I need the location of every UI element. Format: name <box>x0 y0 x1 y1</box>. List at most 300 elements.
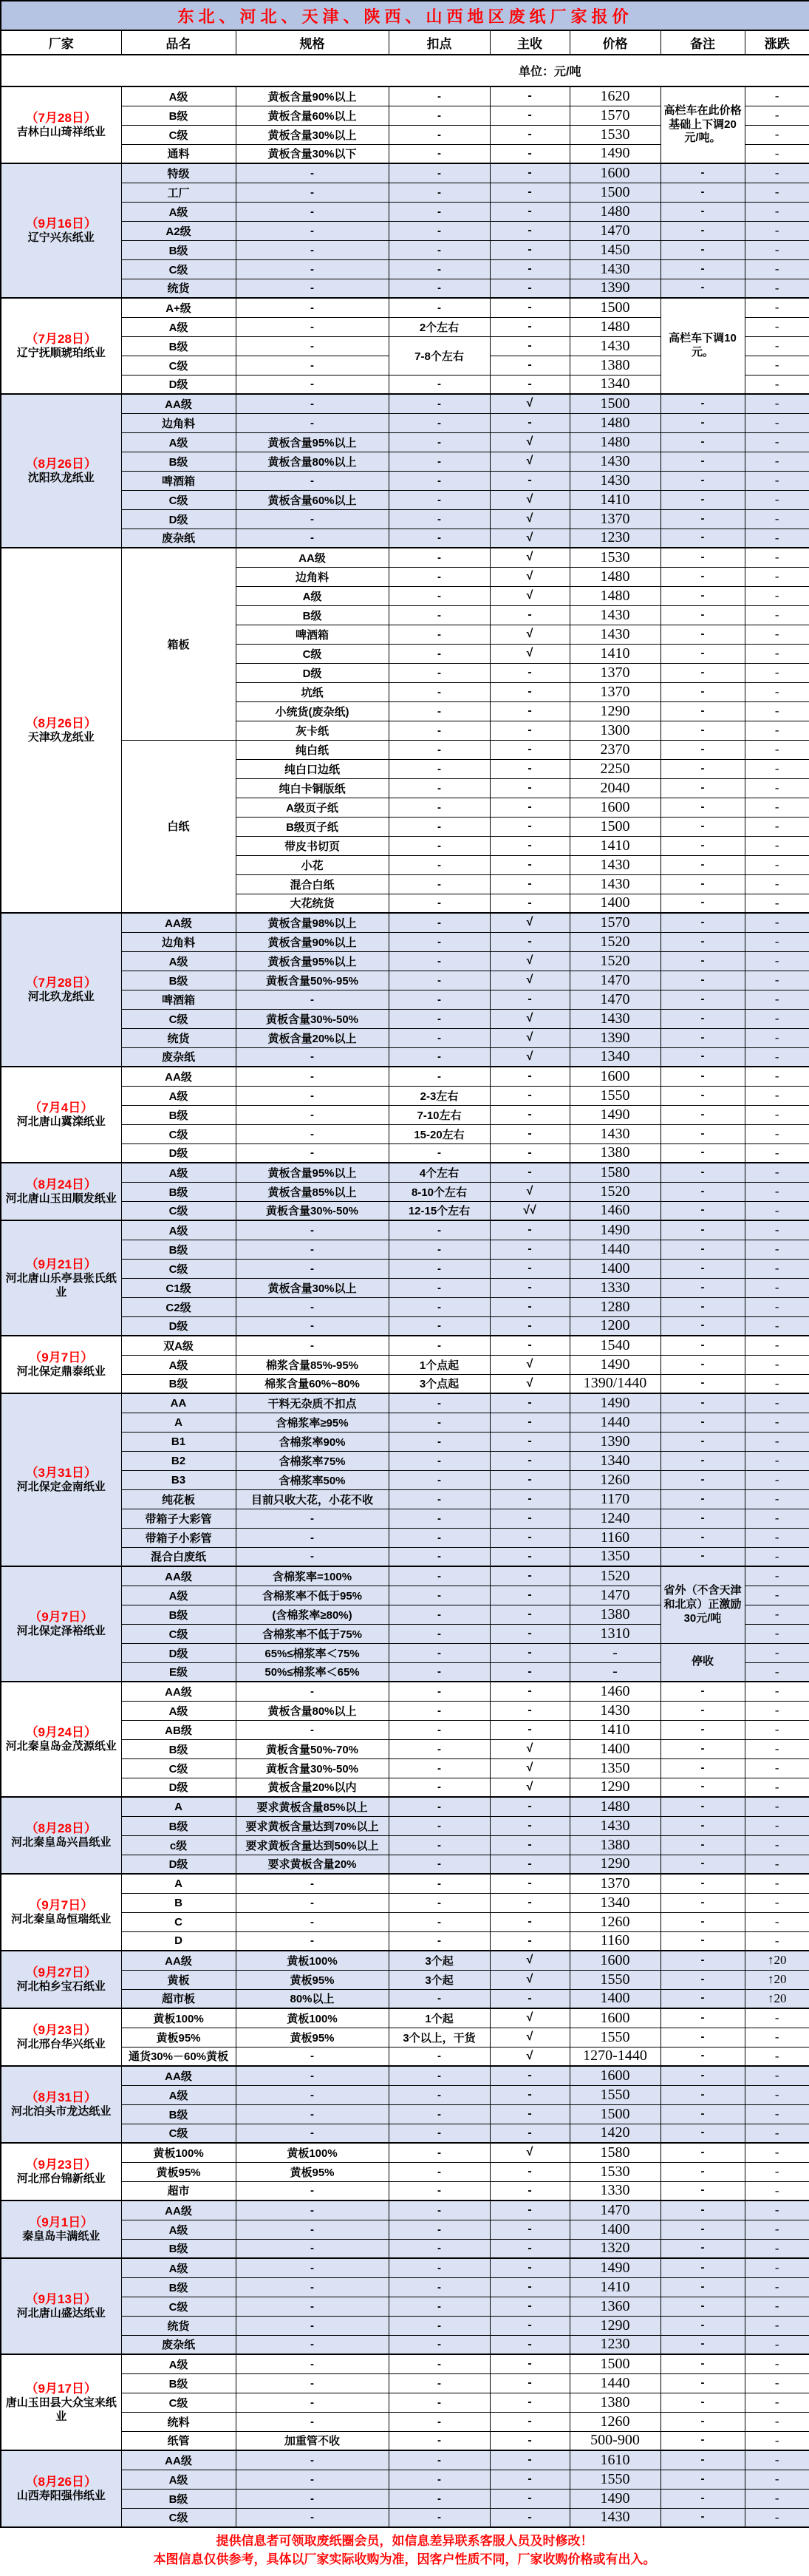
price-cell: 1550 <box>570 1086 660 1105</box>
change-cell: - <box>745 1797 809 1816</box>
deduction-cell: - <box>389 509 490 529</box>
price-cell: 1230 <box>570 529 660 548</box>
grade-cell: 黄板95% <box>121 2162 236 2181</box>
price-cell: 1330 <box>570 2181 660 2201</box>
spec-cell: 黄板含量50%-70% <box>236 1739 389 1758</box>
price-cell: 1500 <box>570 394 660 413</box>
main-collect-cell: - <box>490 836 570 855</box>
price-cell: 1460 <box>570 1201 660 1220</box>
deduction-cell: - <box>389 279 490 298</box>
note-cell: - <box>660 1067 745 1086</box>
change-cell: - <box>745 1413 809 1432</box>
grade-cell: B级 <box>121 2277 236 2297</box>
main-collect-cell: - <box>490 2373 570 2393</box>
deduction-cell: - <box>389 2143 490 2162</box>
spec-cell: 纯白卡铜版纸 <box>236 778 389 798</box>
grade-cell: A级 <box>121 86 236 106</box>
change-cell: - <box>745 1624 809 1643</box>
spec-cell: - <box>236 1316 389 1336</box>
price-cell: 1400 <box>570 894 660 913</box>
main-collect-cell: - <box>490 1874 570 1893</box>
spec-cell: 黄板含量50%-95% <box>236 971 389 990</box>
spec-cell: - <box>236 2316 389 2335</box>
change-cell: - <box>745 1816 809 1835</box>
main-collect-cell: - <box>490 1855 570 1874</box>
deduction-cell: 3个起 <box>389 1970 490 1989</box>
spec-cell: - <box>236 2181 389 2201</box>
price-cell: 1500 <box>570 817 660 836</box>
grade-cell: D <box>121 1931 236 1951</box>
grade-cell: AA级 <box>121 1682 236 1701</box>
spec-cell: 含棉浆率不低于75% <box>236 1624 389 1643</box>
main-collect-cell: - <box>490 1912 570 1931</box>
table-row <box>1 2508 809 2527</box>
note-cell: - <box>660 1297 745 1316</box>
spec-cell: - <box>236 183 389 202</box>
price-cell: 1570 <box>570 913 660 932</box>
factory-date: （9月1日） <box>29 2215 94 2229</box>
change-cell: - <box>745 1605 809 1624</box>
main-collect-cell: √ <box>490 971 570 990</box>
deduction-cell: - <box>389 682 490 701</box>
table-row <box>1 2162 809 2181</box>
grade-cell: c级 <box>121 1835 236 1855</box>
deduction-cell: - <box>389 202 490 221</box>
spec-cell: - <box>236 1682 389 1701</box>
spec-cell: - <box>236 2373 389 2393</box>
table-row <box>1 932 809 951</box>
price-cell: - <box>570 1643 660 1662</box>
price-cell: 1290 <box>570 701 660 721</box>
price-cell: 1600 <box>570 163 660 183</box>
price-cell: 1400 <box>570 1989 660 2008</box>
deduction-cell: - <box>389 1586 490 1605</box>
table-row <box>1 2489 809 2508</box>
grade-cell: A级 <box>121 951 236 971</box>
price-cell: 1500 <box>570 183 660 202</box>
change-cell: - <box>745 2066 809 2085</box>
main-collect-cell: √ <box>490 1355 570 1374</box>
table-row <box>1 2277 809 2297</box>
change-cell: - <box>745 2297 809 2316</box>
main-collect-cell: - <box>490 413 570 432</box>
spec-cell: - <box>236 1297 389 1316</box>
spec-cell: - <box>236 2335 389 2354</box>
table-row <box>1 2373 809 2393</box>
price-cell: 1480 <box>570 567 660 586</box>
main-collect-cell: - <box>490 1259 570 1278</box>
change-cell: - <box>745 2450 809 2470</box>
deduction-cell: - <box>389 1278 490 1297</box>
deduction-cell: - <box>389 2047 490 2066</box>
grade-cell: D级 <box>121 1143 236 1163</box>
main-collect-cell: √ <box>490 1047 570 1067</box>
deduction-cell: - <box>389 759 490 778</box>
factory-cell <box>1 2258 121 2354</box>
note-cell: - <box>660 2124 745 2143</box>
change-cell: - <box>745 798 809 817</box>
change-cell: - <box>745 1931 809 1951</box>
factory-cell <box>1 298 121 394</box>
spec-cell: B级页子纸 <box>236 817 389 836</box>
note-cell: - <box>660 2489 745 2508</box>
deduction-cell: - <box>389 1835 490 1855</box>
spec-cell: 黄板含量95%以上 <box>236 432 389 452</box>
deduction-cell: - <box>389 1528 490 1547</box>
factory-date: （8月24日） <box>25 1177 97 1192</box>
main-collect-cell: - <box>490 1662 570 1682</box>
grade-cell: 黄板95% <box>121 2028 236 2047</box>
note-cell: - <box>660 874 745 894</box>
grade-cell: C级 <box>121 2297 236 2316</box>
factory-name: 唐山玉田县大众宝来纸业 <box>5 2396 117 2423</box>
grade-cell: 通料 <box>121 144 236 163</box>
price-cell: 1290 <box>570 1778 660 1797</box>
change-cell: - <box>745 2412 809 2431</box>
note-cell: - <box>660 1816 745 1835</box>
factory-cell <box>1 2354 121 2450</box>
grade-cell: B1 <box>121 1432 236 1451</box>
spec-cell: - <box>236 1912 389 1931</box>
note-cell: - <box>660 2431 745 2450</box>
column-header-deduction: 扣点 <box>389 30 490 55</box>
table-row <box>1 2393 809 2412</box>
table-row <box>1 1374 809 1393</box>
change-cell: - <box>745 163 809 183</box>
spec-cell: 加重管不收 <box>236 2431 389 2450</box>
main-collect-cell: - <box>490 144 570 163</box>
note-cell: - <box>660 490 745 509</box>
main-collect-cell: √ <box>490 1778 570 1797</box>
deduction-cell: - <box>389 1739 490 1758</box>
spec-cell: - <box>236 279 389 298</box>
grade-cell: 箱板 <box>121 548 236 740</box>
note-cell: - <box>660 2373 745 2393</box>
main-collect-cell: √ <box>490 1182 570 1201</box>
main-collect-cell: - <box>490 1393 570 1413</box>
table-row <box>1 2335 809 2354</box>
spec-cell: - <box>236 471 389 490</box>
deduction-cell: - <box>389 1009 490 1028</box>
change-cell: - <box>745 701 809 721</box>
deduction-cell: - <box>389 471 490 490</box>
factory-cell <box>1 2450 121 2527</box>
deduction-cell: - <box>389 855 490 874</box>
price-cell: 1370 <box>570 682 660 701</box>
main-collect-cell: - <box>490 471 570 490</box>
note-cell: - <box>660 1970 745 1989</box>
grade-cell: AB级 <box>121 1720 236 1739</box>
spec-cell: 黄板含量90%以上 <box>236 932 389 951</box>
price-cell: 1160 <box>570 1931 660 1951</box>
change-cell: - <box>745 1701 809 1720</box>
note-cell: - <box>660 2181 745 2201</box>
grade-cell: C级 <box>121 490 236 509</box>
main-collect-cell: - <box>490 2239 570 2258</box>
main-collect-cell: √ <box>490 1028 570 1047</box>
deduction-cell: - <box>389 259 490 279</box>
change-cell: - <box>745 605 809 625</box>
grade-cell: A级 <box>121 1586 236 1605</box>
main-collect-cell: - <box>490 125 570 144</box>
deduction-cell: - <box>389 2220 490 2239</box>
change-cell: - <box>745 432 809 452</box>
note-cell: 停收 <box>660 1643 745 1682</box>
main-collect-cell: - <box>490 1432 570 1451</box>
table-row <box>1 1259 809 1278</box>
grade-cell: A级 <box>121 432 236 452</box>
price-cell: 1260 <box>570 1470 660 1489</box>
change-cell: - <box>745 2277 809 2297</box>
change-cell: - <box>745 125 809 144</box>
deduction-cell: - <box>389 413 490 432</box>
deduction-cell: - <box>389 701 490 721</box>
spec-cell: 黄板含量30%以上 <box>236 1278 389 1297</box>
note-cell: - <box>660 1874 745 1893</box>
grade-cell: A级 <box>121 2258 236 2277</box>
deduction-cell: - <box>389 1067 490 1086</box>
spec-cell: - <box>236 1240 389 1259</box>
change-cell: - <box>745 855 809 874</box>
main-collect-cell: - <box>490 279 570 298</box>
change-cell: - <box>745 2508 809 2527</box>
grade-cell: 超市 <box>121 2181 236 2201</box>
grade-cell: B级 <box>121 1605 236 1624</box>
grade-cell: B2 <box>121 1451 236 1470</box>
table-row <box>1 2066 809 2085</box>
price-cell: 1480 <box>570 1797 660 1816</box>
factory-date: （7月28日） <box>25 111 97 125</box>
table-row <box>1 1989 809 2008</box>
price-cell: 1490 <box>570 1393 660 1413</box>
main-collect-cell: - <box>490 1489 570 1509</box>
change-cell: - <box>745 490 809 509</box>
main-collect-cell: - <box>490 701 570 721</box>
grade-cell: B级 <box>121 106 236 125</box>
grade-cell: AA级 <box>121 1067 236 1086</box>
note-cell: - <box>660 1182 745 1201</box>
factory-cell <box>1 1067 121 1163</box>
deduction-cell: - <box>389 1316 490 1336</box>
deduction-cell: - <box>389 1682 490 1701</box>
factory-name: 河北保定金南纸业 <box>16 1481 106 1494</box>
spec-cell: 黄板含量95%以上 <box>236 1163 389 1182</box>
price-cell: 1260 <box>570 2412 660 2431</box>
spec-cell: 黄板含量98%以上 <box>236 913 389 932</box>
grade-cell: 特级 <box>121 163 236 183</box>
unit-row <box>1 55 809 86</box>
spec-cell: - <box>236 375 389 394</box>
table-row <box>1 1105 809 1124</box>
price-cell: 1600 <box>570 798 660 817</box>
factory-cell <box>1 1220 121 1336</box>
change-cell: - <box>745 1778 809 1797</box>
note-cell: 省外（不含天津和北京）正激励30元/吨 <box>660 1566 745 1643</box>
factory-date: （7月28日） <box>25 976 97 990</box>
table-row <box>1 1201 809 1220</box>
main-collect-cell: √ <box>490 567 570 586</box>
price-cell: 1390 <box>570 279 660 298</box>
grade-cell: B级 <box>121 1816 236 1835</box>
note-cell: - <box>660 2085 745 2104</box>
spec-cell: - <box>236 317 389 336</box>
main-collect-cell: - <box>490 202 570 221</box>
table-row <box>1 2181 809 2201</box>
table-row <box>1 1086 809 1105</box>
change-cell: - <box>745 1086 809 1105</box>
table-row <box>1 432 809 452</box>
main-collect-cell: - <box>490 1931 570 1951</box>
spec-cell: 含棉浆率不低于95% <box>236 1586 389 1605</box>
table-row <box>1 2047 809 2066</box>
factory-name: 山西寿阳强伟纸业 <box>16 2490 106 2503</box>
factory-date: （9月23日） <box>25 2023 97 2037</box>
note-cell: - <box>660 2008 745 2028</box>
note-cell: - <box>660 913 745 932</box>
change-cell: ↑20 <box>745 1951 809 1970</box>
spec-cell: D级 <box>236 663 389 682</box>
grade-cell: 纯花板 <box>121 1489 236 1509</box>
change-cell: - <box>745 336 809 356</box>
note-cell: - <box>660 759 745 778</box>
table-row <box>1 2028 809 2047</box>
note-cell: - <box>660 1220 745 1240</box>
table-row <box>1 1047 809 1067</box>
main-collect-cell: - <box>490 1605 570 1624</box>
deduction-cell: - <box>389 2297 490 2316</box>
change-cell: - <box>745 2335 809 2354</box>
grade-cell: 统货 <box>121 2316 236 2335</box>
main-collect-cell: - <box>490 240 570 259</box>
table-row <box>1 1931 809 1951</box>
note-cell: - <box>660 279 745 298</box>
spec-cell: 要求黄板含量达到70%以上 <box>236 1816 389 1835</box>
spec-cell: - <box>236 2220 389 2239</box>
spec-cell: 棉浆含量60%~80% <box>236 1374 389 1393</box>
deduction-cell: - <box>389 605 490 625</box>
spec-cell: - <box>236 1143 389 1163</box>
table-row <box>1 1143 809 1163</box>
grade-cell: 统货 <box>121 1028 236 1047</box>
main-collect-cell: - <box>490 2297 570 2316</box>
note-cell: - <box>660 1432 745 1451</box>
spec-cell: - <box>236 509 389 529</box>
table-row <box>1 1432 809 1451</box>
title-cell <box>1 1 809 30</box>
grade-cell: A <box>121 1413 236 1432</box>
deduction-cell: - <box>389 721 490 740</box>
price-cell: 1370 <box>570 663 660 682</box>
price-cell: 1610 <box>570 2450 660 2470</box>
table-row <box>1 2316 809 2335</box>
grade-cell: B级 <box>121 452 236 471</box>
note-cell: - <box>660 1720 745 1739</box>
price-cell: 1550 <box>570 1970 660 1989</box>
change-cell: - <box>745 1682 809 1701</box>
deduction-cell: - <box>389 2181 490 2201</box>
grade-cell: B级 <box>121 2489 236 2508</box>
note-cell: - <box>660 855 745 874</box>
main-collect-cell: - <box>490 1893 570 1912</box>
factory-cell <box>1 2201 121 2258</box>
price-cell: 1490 <box>570 1355 660 1374</box>
spec-cell: - <box>236 1528 389 1547</box>
price-cell: 1430 <box>570 2508 660 2527</box>
deduction-cell: - <box>389 1470 490 1489</box>
price-cell: 1290 <box>570 2316 660 2335</box>
deduction-cell: - <box>389 1893 490 1912</box>
note-cell: - <box>660 1778 745 1797</box>
spec-cell: 黄板95% <box>236 2028 389 2047</box>
deduction-cell: - <box>389 2470 490 2489</box>
table-row <box>1 2354 809 2373</box>
spec-cell: 黄板100% <box>236 2008 389 2028</box>
change-cell: - <box>745 1201 809 1220</box>
deduction-cell: - <box>389 183 490 202</box>
spec-cell: - <box>236 990 389 1009</box>
change-cell: - <box>745 1259 809 1278</box>
deduction-cell: - <box>389 86 490 106</box>
deduction-cell: - <box>389 1874 490 1893</box>
table-row <box>1 1163 809 1182</box>
change-cell: - <box>745 1105 809 1124</box>
change-cell: ↑20 <box>745 1989 809 2008</box>
price-cell: 1620 <box>570 86 660 106</box>
spec-cell: 黄板含量30%以上 <box>236 125 389 144</box>
note-cell: - <box>660 1739 745 1758</box>
factory-cell <box>1 1951 121 2008</box>
grade-cell: 黄板100% <box>121 2008 236 2028</box>
change-cell: - <box>745 279 809 298</box>
price-cell: 1430 <box>570 874 660 894</box>
price-cell: 1530 <box>570 548 660 567</box>
factory-date: （9月7日） <box>29 1898 94 1912</box>
main-collect-cell: √ <box>490 1374 570 1393</box>
deduction-cell: 8-10个左右 <box>389 1182 490 1201</box>
main-collect-cell: √ <box>490 586 570 605</box>
price-cell: 1580 <box>570 1163 660 1182</box>
change-cell: - <box>745 1374 809 1393</box>
factory-date: （8月26日） <box>25 716 97 730</box>
note-cell: - <box>660 1547 745 1566</box>
deduction-cell: - <box>389 971 490 990</box>
note-cell: - <box>660 1047 745 1067</box>
main-collect-cell: - <box>490 1816 570 1835</box>
table-row <box>1 1778 809 1797</box>
page-title: 东北、河北、天津、陕西、山西地区废纸厂家报价 <box>177 7 633 26</box>
price-cell: 1270-1440 <box>570 2047 660 2066</box>
grade-cell: AA级 <box>121 2450 236 2470</box>
note-cell: - <box>660 1163 745 1182</box>
deduction-cell: - <box>389 2450 490 2470</box>
price-cell: 1450 <box>570 240 660 259</box>
column-header-row <box>1 30 809 55</box>
note-cell: - <box>660 1528 745 1547</box>
price-cell: 1360 <box>570 2297 660 2316</box>
main-collect-cell: - <box>490 663 570 682</box>
grade-cell: 工厂 <box>121 183 236 202</box>
note-cell: 高栏车下调10元。 <box>660 298 745 394</box>
main-collect-cell: - <box>490 356 570 375</box>
factory-cell <box>1 163 121 298</box>
grade-cell: AA级 <box>121 1951 236 1970</box>
spec-cell: C级 <box>236 644 389 663</box>
change-cell: - <box>745 2470 809 2489</box>
spec-cell: - <box>236 1931 389 1951</box>
change-cell: - <box>745 951 809 971</box>
price-cell: 1550 <box>570 2085 660 2104</box>
grade-cell: A级 <box>121 1220 236 1240</box>
